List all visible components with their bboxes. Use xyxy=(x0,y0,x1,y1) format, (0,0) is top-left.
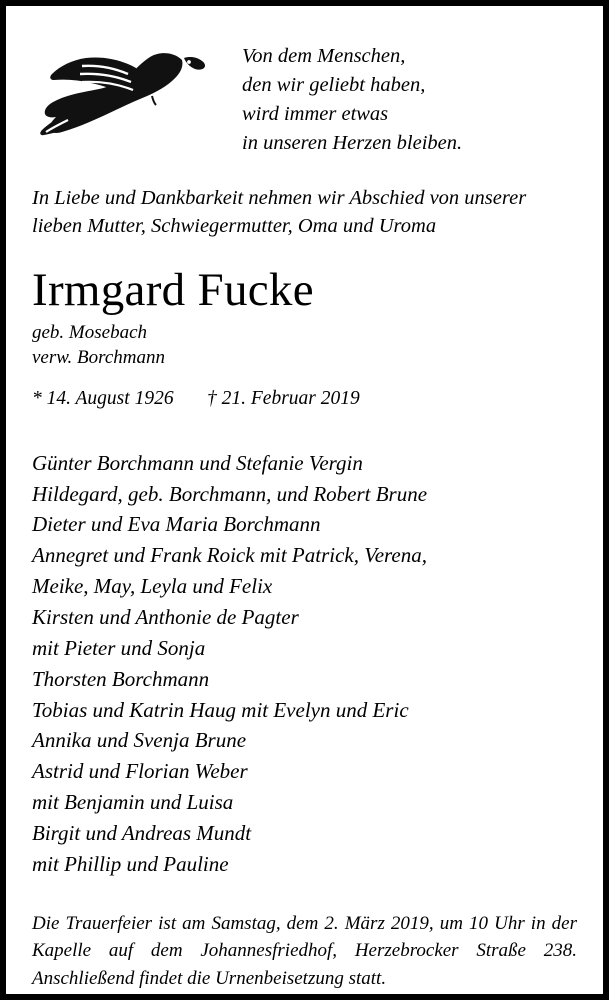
list-item: Hildegard, geb. Borchmann, und Robert Brune xyxy=(32,481,428,506)
life-dates xyxy=(32,388,577,410)
list-item: mit Pieter und Sonja xyxy=(32,635,206,660)
verse-block xyxy=(232,20,577,158)
list-item: Annegret und Frank Roick mit Patrick, Verena, xyxy=(32,543,428,568)
verse-line: in unseren Herzen bleiben. xyxy=(242,132,463,155)
deceased-name: Irmgard Fucke xyxy=(32,263,314,316)
dove-icon xyxy=(32,20,232,148)
verse-line: wird immer etwas xyxy=(242,103,389,126)
survivors-list xyxy=(32,448,577,880)
list-item: mit Benjamin und Luisa xyxy=(32,790,234,815)
list-item: Dieter und Eva Maria Borchmann xyxy=(32,512,321,537)
list-item: Kirsten und Anthonie de Pagter xyxy=(32,605,299,630)
maiden-name: geb. Mosebach xyxy=(32,321,148,343)
list-item: Thorsten Borchmann xyxy=(32,666,210,691)
list-item: Tobias und Katrin Haug mit Evelyn und Eric xyxy=(32,697,409,722)
list-item: mit Phillip und Pauline xyxy=(32,851,229,876)
verse-line: Von dem Menschen, xyxy=(242,45,406,67)
list-item: Astrid und Florian Weber xyxy=(32,759,248,784)
intro-line: In Liebe und Dankbarkeit nehmen wir Abschied von unserer xyxy=(32,187,527,209)
list-item: Meike, May, Leyla und Felix xyxy=(32,574,273,599)
birth-date: * 14. August 1926 xyxy=(32,387,174,409)
list-item: Annika und Svenja Brune xyxy=(32,728,247,753)
funeral-service-text: Die Trauerfeier ist am Samstag, dem 2. März 2019, um 10 Uhr in der Kapelle auf dem Johannesfriedhof, Herzebrocker Straße 238. Anschließend findet die Urnenbeisetzung statt. xyxy=(32,912,577,990)
list-item: Günter Borchmann und Stefanie Vergin xyxy=(32,450,363,475)
notice-header xyxy=(32,20,577,170)
intro-line: lieben Mutter, Schwiegermutter, Oma und Uroma xyxy=(32,215,437,238)
former-name: verw. Borchmann xyxy=(32,346,165,368)
death-date: † 21. Februar 2019 xyxy=(207,387,360,409)
alternate-names xyxy=(32,320,577,370)
verse-line: den wir geliebt haben, xyxy=(242,74,426,97)
list-item: Birgit und Andreas Mundt xyxy=(32,821,252,846)
intro-text xyxy=(32,184,577,241)
notice-inner xyxy=(6,6,603,994)
